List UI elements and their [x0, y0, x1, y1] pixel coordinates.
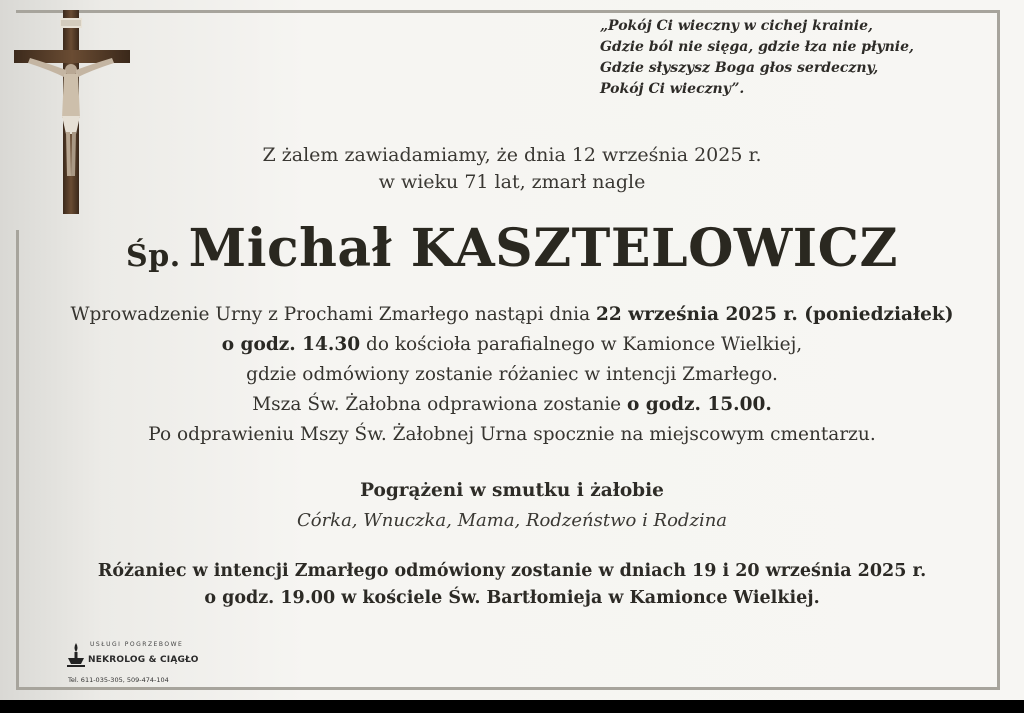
funeral-home-logo: [58, 640, 218, 690]
announcement-intro: [20, 142, 1004, 196]
frame-border-left: [16, 230, 19, 690]
intro-line: w wieku 71 lat, zmarł nagle: [378, 171, 646, 193]
details-time: o godz. 15.00.: [627, 394, 772, 415]
poem-line: Gdzie słyszysz Boga głos serdeczny,: [600, 60, 879, 76]
details-time: o godz. 14.30: [221, 334, 361, 355]
poem-line: „Pokój Ci wieczny w cichej krainie,: [600, 18, 873, 34]
details-line: [20, 300, 1004, 330]
rosary-line: Różaniec w intencji Zmarłego odmówiony zostanie w dniach 19 i 20 września 2025 r.: [97, 561, 927, 581]
poem-line: Pokój Ci wieczny”.: [600, 81, 745, 97]
details-line: [20, 390, 1004, 420]
name-text: Michał KASZTELOWICZ: [188, 218, 898, 279]
funeral-details: [20, 300, 1004, 450]
details-line: [20, 330, 1004, 360]
details-text: Msza Św. Żałobna odprawiona zostanie: [252, 394, 628, 415]
deceased-name: [20, 218, 1004, 288]
details-line: gdzie odmówiony zostanie różaniec w intencji Zmarłego.: [246, 364, 778, 385]
details-text: do kościoła parafialnego w Kamionce Wielkiej,: [360, 334, 803, 355]
funeral-home-name: NEKROLOG & CIĄGŁO: [88, 655, 199, 665]
intro-line: Z żalem zawiadamiamy, że dnia 12 września 2025 r.: [262, 144, 762, 166]
poem: [600, 16, 1000, 100]
details-text: Wprowadzenie Urny z Prochami Zmarłego nastąpi dnia: [70, 304, 596, 325]
funeral-home-services: USŁUGI POGRZEBOWE: [90, 641, 184, 648]
mourners-list: Córka, Wnuczka, Mama, Rodzeństwo i Rodzina: [296, 510, 728, 531]
details-line: Po odprawieniu Mszy Św. Żałobnej Urna spocznie na miejscowym cmentarzu.: [148, 424, 876, 445]
details-date: 22 września 2025 r. (poniedziałek): [595, 304, 954, 325]
mourners-title: Pogrążeni w smutku i żałobie: [360, 480, 664, 501]
rosary-line: o godz. 19.00 w kościele Św. Bartłomieja w Kamionce Wielkiej.: [204, 588, 820, 608]
rosary-info: [20, 558, 1004, 612]
scan-edge: [0, 700, 1024, 713]
funeral-home-phone: Tel. 611-035-305, 509-474-104: [68, 676, 169, 684]
candle-lamp-icon: [66, 642, 86, 668]
poem-line: Gdzie ból nie sięga, gdzie łza nie płynie,: [600, 39, 914, 55]
name-prefix: Śp.: [126, 239, 181, 274]
